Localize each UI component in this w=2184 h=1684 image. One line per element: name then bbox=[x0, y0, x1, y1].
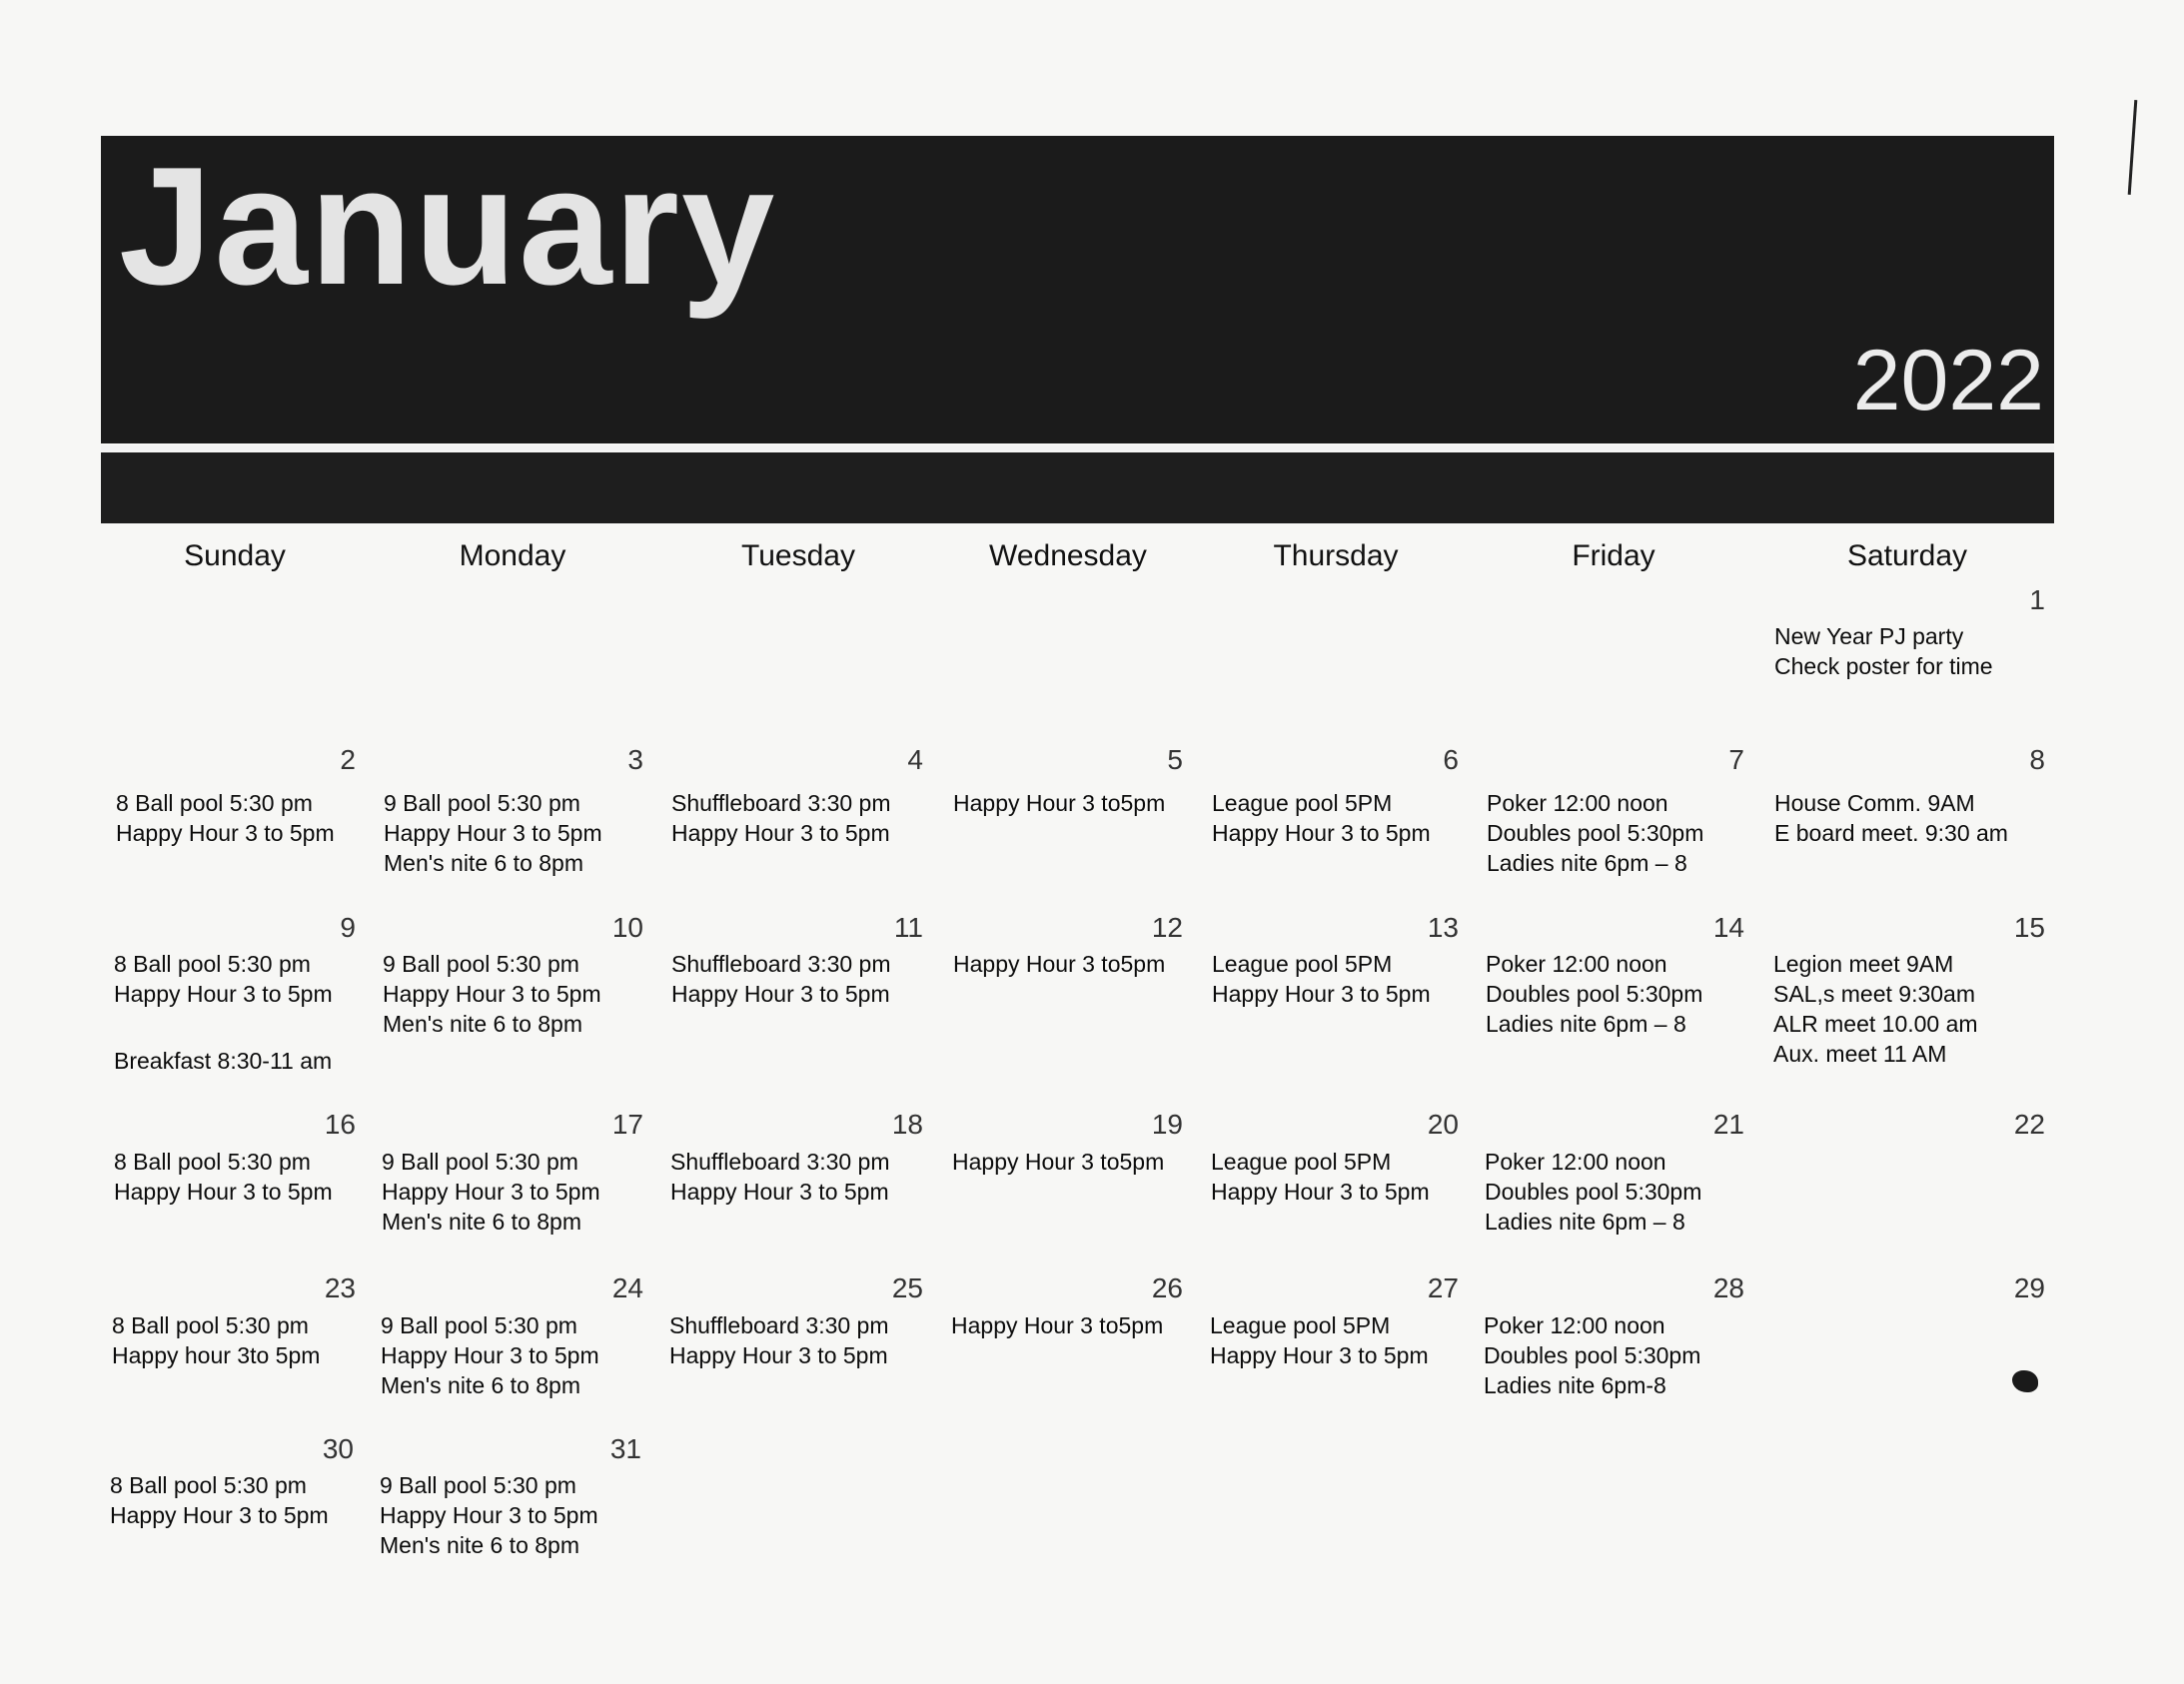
event-line: E board meet. 9:30 am bbox=[1774, 820, 2008, 846]
day-number: 13 bbox=[1427, 912, 1459, 943]
day-events bbox=[1485, 1147, 1701, 1237]
day-number: 24 bbox=[611, 1272, 643, 1303]
event-line: Legion meet 9AM bbox=[1773, 951, 1954, 977]
day-events bbox=[671, 788, 891, 848]
event-line: Happy Hour 3 to 5pm bbox=[670, 1179, 889, 1205]
dayname-friday: Friday bbox=[1572, 539, 1655, 572]
event-line: Men's nite 6 to 8pm bbox=[380, 1532, 579, 1558]
day-events bbox=[1774, 788, 2008, 848]
event-line: 9 Ball pool 5:30 pm bbox=[380, 1472, 576, 1498]
month-title: January bbox=[119, 132, 777, 320]
day-events bbox=[1211, 1147, 1430, 1207]
event-line: League pool 5PM bbox=[1212, 951, 1393, 977]
event-line: ALR meet 10.00 am bbox=[1773, 1011, 1978, 1037]
day-number: 1 bbox=[2029, 584, 2045, 615]
day-number: 9 bbox=[340, 912, 356, 943]
day-number: 19 bbox=[1151, 1109, 1183, 1140]
event-line: Happy Hour 3 to 5pm bbox=[110, 1502, 329, 1528]
event-line: Happy Hour 3 to 5pm bbox=[382, 1179, 600, 1205]
event-line: Happy Hour 3 to 5pm bbox=[114, 1179, 333, 1205]
day-events bbox=[1484, 1310, 1700, 1400]
event-line: Ladies nite 6pm-8 bbox=[1484, 1372, 1666, 1398]
event-line: 8 Ball pool 5:30 pm bbox=[114, 1149, 311, 1175]
day-events bbox=[1774, 621, 1993, 681]
event-line: Poker 12:00 noon bbox=[1487, 790, 1668, 816]
event-line: Happy Hour 3 to 5pm bbox=[114, 981, 333, 1007]
day-number: 8 bbox=[2029, 744, 2045, 775]
event-line: 8 Ball pool 5:30 pm bbox=[110, 1472, 307, 1498]
day-events bbox=[114, 1147, 333, 1207]
event-line: Shuffleboard 3:30 pm bbox=[670, 1149, 890, 1175]
day-events bbox=[382, 1147, 600, 1237]
event-line: Aux. meet 11 AM bbox=[1773, 1041, 1947, 1067]
day-number: 21 bbox=[1712, 1109, 1744, 1140]
day-extra-event: Breakfast 8:30-11 am bbox=[114, 1048, 333, 1074]
day-events bbox=[384, 788, 602, 878]
event-line: Happy Hour 3 to 5pm bbox=[671, 820, 890, 846]
day-events bbox=[1212, 788, 1431, 848]
day-number: 3 bbox=[627, 744, 643, 775]
event-line: 9 Ball pool 5:30 pm bbox=[381, 1312, 577, 1338]
day-number: 11 bbox=[893, 912, 923, 943]
dayname-saturday: Saturday bbox=[1846, 539, 1968, 572]
event-line: Shuffleboard 3:30 pm bbox=[671, 951, 891, 977]
day-number: 27 bbox=[1427, 1272, 1459, 1303]
day-number: 15 bbox=[2013, 912, 2045, 943]
event-line: New Year PJ party bbox=[1774, 623, 1964, 649]
event-line: Happy Hour 3 to 5pm bbox=[1212, 981, 1431, 1007]
event-line: Ladies nite 6pm – 8 bbox=[1486, 1011, 1686, 1037]
day-events bbox=[110, 1470, 329, 1530]
event-line: Happy Hour 3 to 5pm bbox=[1212, 820, 1431, 846]
dayname-tuesday: Tuesday bbox=[741, 539, 855, 572]
dayname-wednesday: Wednesday bbox=[989, 539, 1147, 572]
day-events bbox=[114, 949, 333, 1009]
day-events bbox=[951, 1310, 1163, 1340]
event-line: Happy Hour 3 to5pm bbox=[951, 1312, 1164, 1338]
day-number: 18 bbox=[891, 1109, 923, 1140]
day-events bbox=[953, 788, 1165, 818]
day-events bbox=[669, 1310, 889, 1370]
event-line: Happy Hour 3 to 5pm bbox=[384, 820, 602, 846]
day-number: 29 bbox=[2013, 1272, 2045, 1303]
event-line: Shuffleboard 3:30 pm bbox=[669, 1312, 889, 1338]
event-line: League pool 5PM bbox=[1212, 790, 1393, 816]
dayname-sunday: Sunday bbox=[184, 539, 286, 572]
event-line: Happy Hour 3 to5pm bbox=[952, 1149, 1165, 1175]
day-number: 10 bbox=[611, 912, 643, 943]
day-events bbox=[380, 1470, 598, 1560]
event-line: Happy Hour 3 to 5pm bbox=[671, 981, 890, 1007]
event-line: League pool 5PM bbox=[1211, 1149, 1392, 1175]
day-number: 16 bbox=[324, 1109, 356, 1140]
margin-pen-mark bbox=[2128, 100, 2138, 195]
day-number: 31 bbox=[609, 1433, 641, 1464]
day-events bbox=[112, 1310, 320, 1370]
event-line: Happy Hour 3 to 5pm bbox=[381, 1342, 599, 1368]
dayname-thursday: Thursday bbox=[1273, 539, 1399, 572]
day-number: 12 bbox=[1151, 912, 1183, 943]
event-line: Men's nite 6 to 8pm bbox=[384, 850, 583, 876]
year-label: 2022 bbox=[1852, 333, 2044, 428]
day-number: 20 bbox=[1427, 1109, 1459, 1140]
event-line: Doubles pool 5:30pm bbox=[1486, 981, 1703, 1007]
event-line: Poker 12:00 noon bbox=[1486, 951, 1667, 977]
day-number: 5 bbox=[1167, 744, 1183, 775]
day-events bbox=[381, 1310, 599, 1400]
day-events bbox=[953, 949, 1165, 979]
day-number: 2 bbox=[340, 744, 356, 775]
event-line: Ladies nite 6pm – 8 bbox=[1487, 850, 1687, 876]
day-number: 26 bbox=[1151, 1272, 1183, 1303]
day-events bbox=[1773, 949, 1978, 1069]
event-line: 8 Ball pool 5:30 pm bbox=[116, 790, 313, 816]
event-line: Men's nite 6 to 8pm bbox=[383, 1011, 582, 1037]
event-line: Doubles pool 5:30pm bbox=[1484, 1342, 1701, 1368]
day-number: 23 bbox=[324, 1272, 356, 1303]
day-number: 17 bbox=[611, 1109, 643, 1140]
day-events bbox=[383, 949, 601, 1039]
event-line: Doubles pool 5:30pm bbox=[1487, 820, 1704, 846]
event-line: Happy Hour 3 to 5pm bbox=[383, 981, 601, 1007]
day-number: 25 bbox=[891, 1272, 923, 1303]
event-line: House Comm. 9AM bbox=[1774, 790, 1975, 816]
day-number: 6 bbox=[1443, 744, 1459, 775]
event-line: Happy Hour 3 to 5pm bbox=[1210, 1342, 1429, 1368]
day-number: 28 bbox=[1712, 1272, 1744, 1303]
header-strip bbox=[101, 452, 2054, 523]
event-line: Happy Hour 3 to 5pm bbox=[116, 820, 335, 846]
day-events bbox=[1212, 949, 1431, 1009]
event-line: Poker 12:00 noon bbox=[1484, 1312, 1665, 1338]
event-line: Men's nite 6 to 8pm bbox=[382, 1209, 581, 1235]
event-line: Happy Hour 3 to 5pm bbox=[669, 1342, 888, 1368]
day-number: 30 bbox=[322, 1433, 354, 1464]
event-line: Doubles pool 5:30pm bbox=[1485, 1179, 1702, 1205]
event-line: Happy Hour 3 to 5pm bbox=[1211, 1179, 1430, 1205]
event-line: 9 Ball pool 5:30 pm bbox=[382, 1149, 578, 1175]
event-line: Men's nite 6 to 8pm bbox=[381, 1372, 580, 1398]
event-line: Happy Hour 3 to5pm bbox=[953, 951, 1166, 977]
day-number: 14 bbox=[1712, 912, 1744, 943]
event-line: Happy hour 3to 5pm bbox=[112, 1342, 321, 1368]
event-line: SAL,s meet 9:30am bbox=[1773, 981, 1975, 1007]
day-events bbox=[952, 1147, 1164, 1177]
event-line: Ladies nite 6pm – 8 bbox=[1485, 1209, 1685, 1235]
event-line: Poker 12:00 noon bbox=[1485, 1149, 1666, 1175]
event-line: Happy Hour 3 to 5pm bbox=[380, 1502, 598, 1528]
day-events bbox=[1487, 788, 1703, 878]
event-line: 8 Ball pool 5:30 pm bbox=[114, 951, 311, 977]
day-events bbox=[116, 788, 335, 848]
day-number: 7 bbox=[1728, 744, 1744, 775]
day-events bbox=[670, 1147, 890, 1207]
day-number: 22 bbox=[2013, 1109, 2045, 1140]
event-line: 9 Ball pool 5:30 pm bbox=[383, 951, 579, 977]
day-number: 4 bbox=[907, 744, 923, 775]
day-events bbox=[1210, 1310, 1429, 1370]
event-line: 9 Ball pool 5:30 pm bbox=[384, 790, 580, 816]
event-line: Check poster for time bbox=[1774, 653, 1993, 679]
day-events bbox=[1486, 949, 1702, 1039]
dayname-monday: Monday bbox=[459, 539, 566, 572]
ink-blot bbox=[2012, 1370, 2038, 1392]
event-line: 8 Ball pool 5:30 pm bbox=[112, 1312, 309, 1338]
day-events bbox=[671, 949, 891, 1009]
header-divider bbox=[101, 445, 2054, 450]
event-line: Happy Hour 3 to5pm bbox=[953, 790, 1166, 816]
event-line: Shuffleboard 3:30 pm bbox=[671, 790, 891, 816]
event-line: League pool 5PM bbox=[1210, 1312, 1391, 1338]
